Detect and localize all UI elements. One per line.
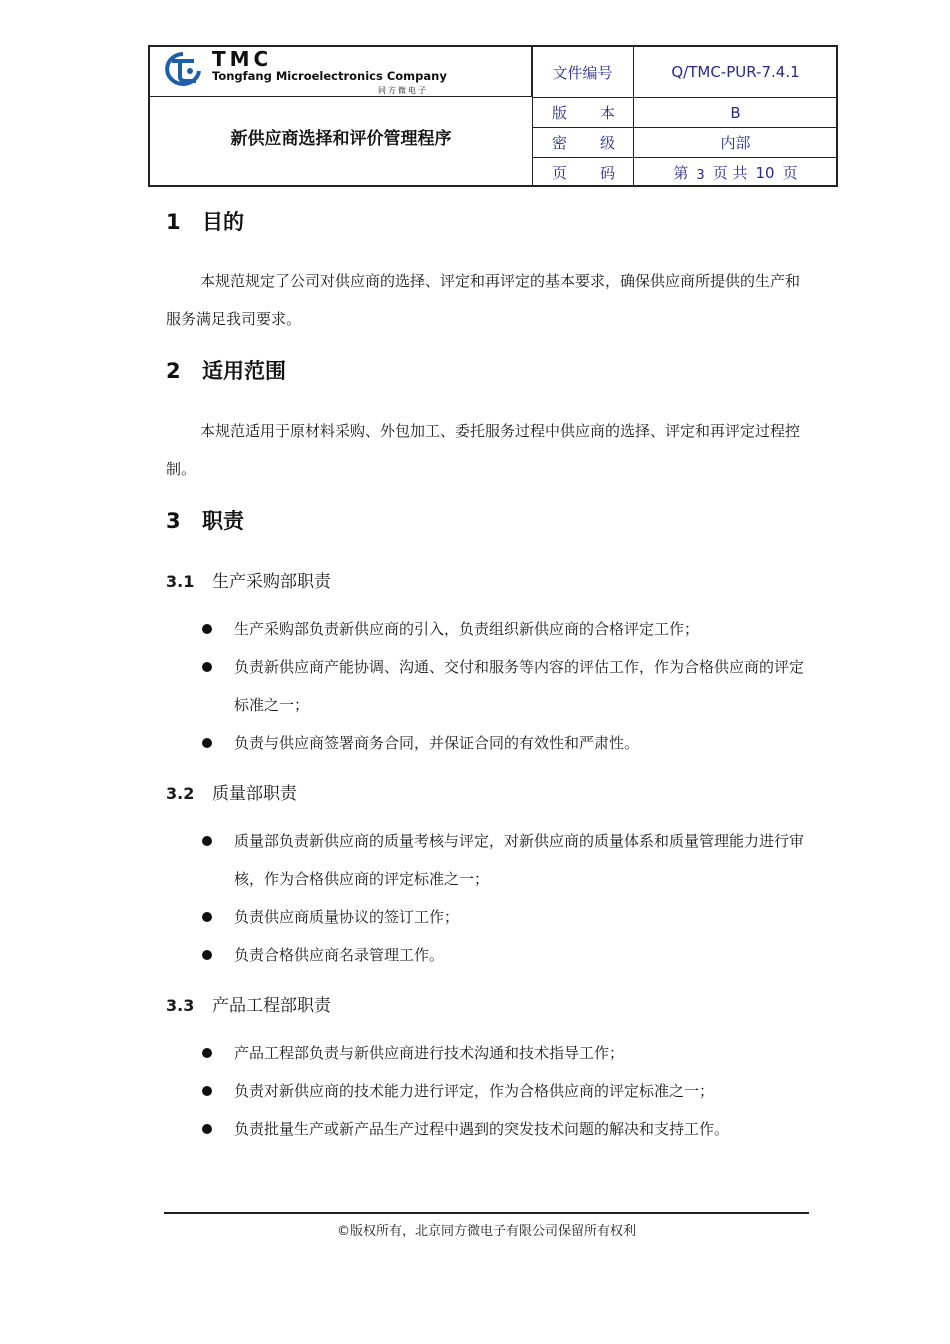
list-item: 负责对新供应商的技术能力进行评定，作为合格供应商的评定标准之一； [200, 1072, 810, 1110]
document-header-table [148, 45, 838, 187]
logo-company-en: Tongfang Microelectronics Company [212, 69, 447, 83]
section-heading-scope: 2 适用范围 [166, 359, 286, 383]
bullet-list-procurement [200, 610, 810, 762]
bullet-list-product-engineering [200, 1034, 810, 1148]
list-item: 生产采购部负责新供应商的引入，负责组织新供应商的合格评定工作； [200, 610, 810, 648]
doc-title-cell [150, 97, 532, 187]
tmc-logo-icon [162, 51, 204, 87]
doc-number-label: 文件编号 [552, 63, 613, 82]
list-item: 负责与供应商签署商务合同，并保证合同的有效性和严肃性。 [200, 724, 810, 762]
list-item: 产品工程部负责与新供应商进行技术沟通和技术指导工作； [200, 1034, 810, 1072]
page-label: 页 码 [552, 164, 615, 182]
version-label: 版 本 [552, 104, 615, 122]
logo-cell [150, 47, 532, 97]
version-value: B [730, 103, 741, 122]
list-item: 负责批量生产或新产品生产过程中遇到的突发技术问题的解决和支持工作。 [200, 1110, 810, 1148]
version-row [532, 98, 838, 128]
subsection-heading-quality: 3.2 质量部职责 [166, 784, 297, 804]
security-value: 内部 [720, 134, 751, 152]
list-item: 负责供应商质量协议的签订工作； [200, 898, 810, 936]
subsection-heading-product-engineering: 3.3 产品工程部职责 [166, 996, 331, 1016]
doc-number-row [532, 47, 838, 98]
page-value: 第 3 页 共 10 页 [673, 163, 798, 183]
footer-copyright: ©版权所有，北京同方微电子有限公司保留所有权利 [336, 1224, 636, 1239]
doc-title: 新供应商选择和评价管理程序 [230, 128, 452, 149]
logo-company-cn: 同方微电子 [378, 86, 428, 95]
page-total: 10 [755, 163, 775, 182]
section-body-purpose: 本规范规定了公司对供应商的选择、评定和再评定的基本要求，确保供应商所提供的生产和服务满足我司要求。 [166, 272, 801, 328]
bullet-list-quality [200, 822, 810, 974]
security-label: 密 级 [552, 134, 615, 152]
list-item: 负责合格供应商名录管理工作。 [200, 936, 810, 974]
logo-brand: TMC [212, 47, 273, 71]
footer-divider [164, 1212, 809, 1214]
section-heading-purpose: 1 目的 [166, 210, 244, 234]
security-row [532, 128, 838, 158]
doc-number-value: Q/TMC-PUR-7.4.1 [671, 63, 800, 81]
page-row [532, 158, 838, 187]
list-item: 质量部负责新供应商的质量考核与评定，对新供应商的质量体系和质量管理能力进行审核，作为合格供应商的评定标准之一； [200, 822, 810, 898]
section-body-scope: 本规范适用于原材料采购、外包加工、委托服务过程中供应商的选择、评定和再评定过程控制。 [166, 422, 801, 478]
list-item: 负责新供应商产能协调、沟通、交付和服务等内容的评估工作，作为合格供应商的评定标准之一； [200, 648, 810, 724]
subsection-heading-procurement: 3.1 生产采购部职责 [166, 572, 331, 592]
page-current: 3 [696, 168, 705, 183]
section-heading-responsibilities: 3 职责 [166, 509, 244, 533]
